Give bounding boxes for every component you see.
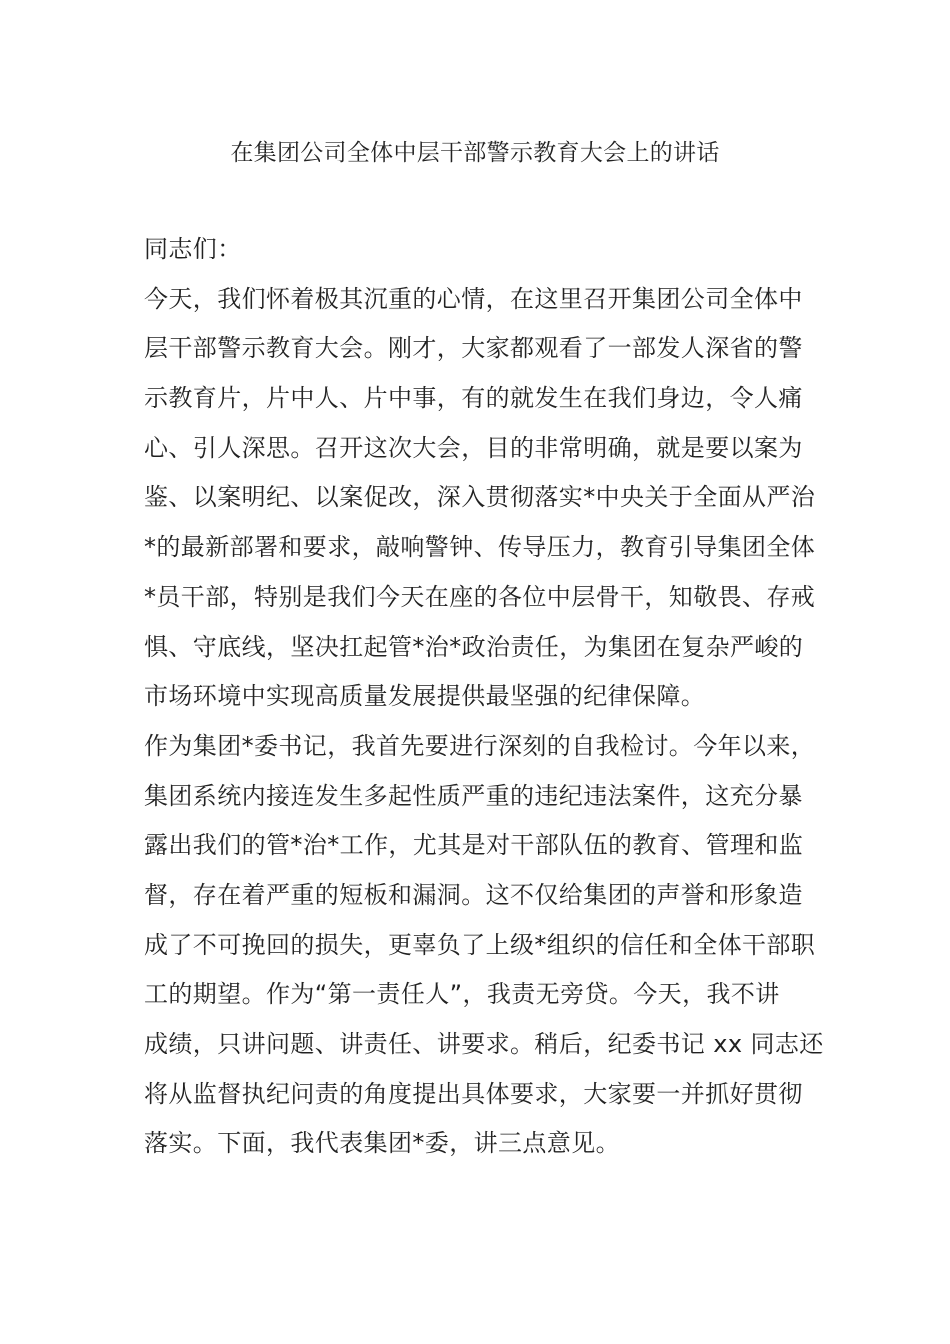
text-line: 落实。下面，我代表集团*委，讲三点意见。 xyxy=(144,1129,620,1158)
text-line: 露出我们的管*治*工作，尤其是对干部队伍的教育、管理和监 xyxy=(144,831,804,860)
document-body xyxy=(144,225,824,1169)
text-line: 市场环境中实现高质量发展提供最坚强的纪律保障。 xyxy=(144,682,706,711)
text-line: *的最新部署和要求，敲响警钟、传导压力，教育引导集团全体 xyxy=(144,533,816,562)
text-line: 示教育片，片中人、片中事，有的就发生在我们身边，令人痛 xyxy=(144,384,803,413)
text-line: *员干部，特别是我们今天在座的各位中层骨干，知敬畏、存戒 xyxy=(144,582,816,611)
text-line: 作为集团*委书记，我首先要进行深刻的自我检讨。今年以来， xyxy=(144,731,816,760)
text-line: 惧、守底线，坚决扛起管*治*政治责任，为集团在复杂严峻的 xyxy=(144,632,804,661)
text-line: 鉴、以案明纪、以案促改，深入贯彻落实*中央关于全面从严治 xyxy=(144,483,816,512)
text-line: 督，存在着严重的短板和漏洞。这不仅给集团的声誉和形象造 xyxy=(144,880,803,909)
text-line: 成了不可挽回的损失，更辜负了上级*组织的信任和全体干部职 xyxy=(144,930,816,959)
text-line: 成绩，只讲问题、讲责任、讲要求。稍后，纪委书记 xx 同志还 xyxy=(144,1030,824,1058)
text-line: 集团系统内接连发生多起性质严重的违纪违法案件，这充分暴 xyxy=(144,781,803,810)
text-line: 层干部警示教育大会。刚才，大家都观看了一部发人深省的警 xyxy=(144,334,803,363)
text-line: 将从监督执纪问责的角度提出具体要求，大家要一并抓好贯彻 xyxy=(144,1079,803,1108)
text-line: 工的期望。作为“第一责任人”，我责无旁贷。今天，我不讲 xyxy=(144,980,780,1009)
document-title: 在集团公司全体中层干部警示教育大会上的讲话 xyxy=(230,140,720,166)
text-line: 心、引人深思。召开这次大会，目的非常明确，就是要以案为 xyxy=(144,433,803,462)
text-line: 同志们： xyxy=(144,235,242,263)
text-line: 今天，我们怀着极其沉重的心情，在这里召开集团公司全体中 xyxy=(144,284,803,313)
